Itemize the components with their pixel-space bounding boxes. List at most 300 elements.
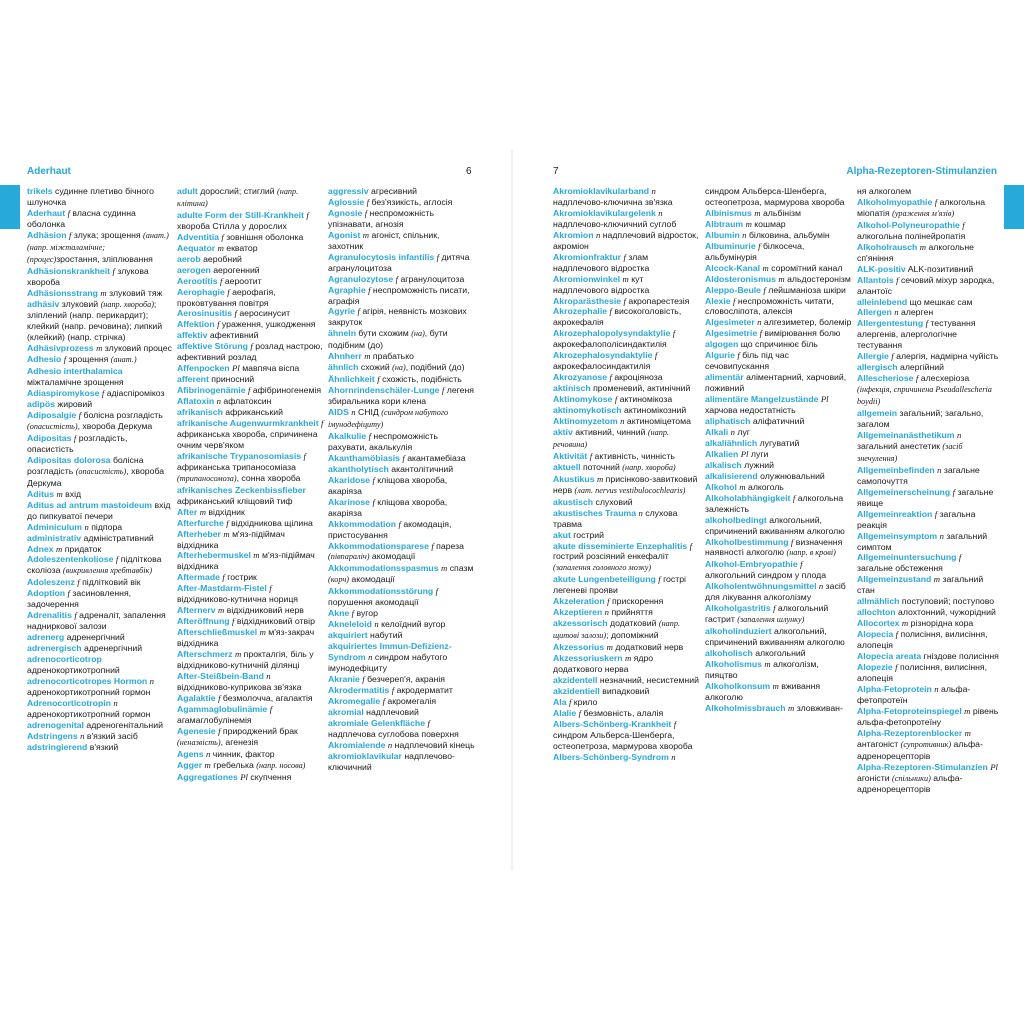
entry-headword: Adoption (27, 588, 66, 599)
entry-headword: Alopecia areata (857, 651, 922, 662)
entry-translation: алгезиметер, болемір (763, 317, 852, 328)
dictionary-entry (553, 208, 701, 230)
entry-translation: алкогольний, спричинений вживанням алкоголю (705, 626, 845, 648)
entry-grammar: f (351, 608, 355, 619)
entry-translation: в'язкий (89, 741, 119, 752)
entry-translation: аероотит (224, 275, 262, 286)
entry-grammar: m (901, 618, 909, 629)
entry-note: (напр. щитові залози) (553, 619, 680, 641)
entry-note: (напр. носова) (256, 760, 306, 770)
entry-grammar: m (964, 727, 971, 738)
dictionary-entry (857, 728, 999, 762)
dictionary-entry (328, 453, 476, 464)
entry-translation: прабатько (372, 351, 414, 362)
dictionary-entry (553, 675, 701, 686)
entry-headword: Albers-Schönberg-Syndrom (553, 751, 669, 762)
entry-translation: білковина, альбумін (748, 229, 830, 240)
entry-headword: Akromioklavikularband (553, 186, 650, 196)
dictionary-entry (328, 208, 476, 230)
entry-translation: розгладість, опасистість (27, 432, 128, 454)
left-thumb-letter: A (8, 210, 21, 230)
entry-translation: додатковий (610, 618, 657, 629)
dictionary-entry (553, 296, 701, 307)
entry-translation-cont: ; допоміжний (606, 630, 659, 641)
entry-translation: загальне обстеження (857, 563, 943, 574)
entry-translation: надплечовий відросток, акроміон (553, 229, 699, 251)
entry-translation: СНІД (357, 407, 379, 418)
entry-grammar: m (96, 343, 103, 354)
dictionary-entry (177, 374, 325, 385)
entry-translation: загальне явище (857, 486, 994, 508)
entry-translation: що мешкає сам (909, 296, 973, 307)
entry-translation: злуковий (61, 298, 99, 309)
dictionary-entry (27, 554, 175, 577)
entry-translation: алергійний (899, 362, 945, 373)
dictionary-entry (857, 264, 999, 275)
entry-headword: Akrozephalie (553, 306, 608, 317)
entry-translation: біль під час сечовипускання (705, 350, 789, 372)
entry-headword: Agenesie (177, 725, 216, 736)
entry-translation-cont: , сонна хвороба (236, 472, 301, 483)
entry-grammar: f (101, 388, 105, 399)
entry-grammar: f (737, 350, 740, 361)
dictionary-entry (705, 339, 853, 350)
dictionary-entry (553, 394, 701, 405)
entry-translation: актиномікоза (619, 394, 673, 405)
dictionary-entry (553, 697, 701, 708)
entry-translation: порушення акомодації (328, 597, 419, 608)
entry-grammar: f (226, 517, 229, 528)
entry-headword: akantholytisch (328, 463, 389, 474)
entry-headword: Akromion (553, 229, 594, 240)
entry-headword: Alkohol (705, 481, 737, 492)
left-column-1 (27, 186, 175, 753)
entry-translation: надплечово-ключичний (328, 750, 455, 772)
entry-translation: африканська трипаносоміаза (177, 461, 296, 472)
entry-grammar: m (745, 218, 752, 229)
dictionary-entry (553, 230, 701, 252)
left-column-3 (328, 186, 476, 773)
entry-translation: болісна розгладість (27, 454, 144, 476)
entry-headword: Adnex (27, 543, 54, 554)
dictionary-entry (857, 465, 999, 487)
entry-translation: злуковий тяж (109, 287, 163, 298)
entry-translation: полисіння, вилисіння, алопеція (857, 661, 988, 683)
dictionary-entry (328, 197, 476, 208)
entry-grammar: n (651, 186, 656, 196)
entry-grammar: f (934, 196, 938, 207)
entry-grammar: n (368, 652, 373, 663)
dictionary-entry (27, 643, 175, 654)
dictionary-entry (553, 186, 701, 208)
entry-translation: сечовий міхур зародка, алантоїс (857, 274, 995, 296)
entry-grammar: n (351, 407, 356, 418)
dictionary-entry (328, 608, 476, 619)
entry-translation: м'яз-підіймач відхідника (177, 550, 315, 572)
entry-translation: без'язикість, аглосія (371, 196, 453, 207)
entry-headword: After (177, 506, 198, 517)
entry-grammar: f (673, 718, 677, 729)
entry-headword: Adstringens (27, 730, 78, 741)
entry-headword: Aktinomykose (553, 394, 613, 405)
entry-headword: Adventitia (177, 231, 219, 242)
dictionary-entry (27, 698, 175, 720)
dictionary-entry (328, 464, 476, 475)
entry-headword: Akanthamöbiasis (328, 452, 400, 463)
entry-headword: Akzeleration (553, 596, 605, 607)
entry-headword: Alkalien (705, 448, 739, 459)
entry-grammar: f (112, 265, 115, 276)
entry-grammar: f (607, 596, 610, 607)
entry-headword: Afterfurche (177, 517, 224, 528)
entry-headword: Allgemeinanästhetikum (857, 429, 955, 440)
entry-headword: Aerootitis (177, 275, 218, 286)
entry-note: (запалення шлунку) (737, 615, 805, 625)
entry-translation: злуковий процес (104, 343, 172, 354)
entry-headword: Aleppo-Beule (705, 284, 761, 295)
dictionary-entry (177, 319, 325, 330)
entry-translation: зрощення (68, 354, 109, 365)
entry-headword: Algesimetrie (705, 328, 758, 339)
entry-headword: aliphatisch (705, 416, 751, 427)
dictionary-entry (328, 519, 476, 541)
dictionary-entry (705, 274, 853, 285)
dictionary-entry (857, 552, 999, 574)
entry-translation: підліткова сколіоза (27, 554, 162, 576)
entry-translation: жировий (57, 399, 93, 410)
entry-translation: загальне самопочуття (857, 464, 980, 486)
entry-translation: приносний (211, 374, 255, 385)
entry-translation: альфа-фетопротеїн (857, 683, 971, 705)
entry-translation: слухова травма (553, 507, 678, 529)
entry-headword: Agranulocytosis infantilis (328, 251, 435, 262)
dictionary-entry (27, 354, 175, 366)
dictionary-entry (705, 263, 853, 274)
dictionary-entry (705, 626, 853, 648)
entry-headword: alkoholbedingt (705, 514, 767, 525)
entry-translation-cont: альфа-адренорецепторів (857, 772, 963, 795)
entry-grammar: m (754, 207, 761, 218)
entry-headword: aerogen (177, 264, 211, 275)
entry-grammar: n (595, 229, 601, 240)
entry-grammar: f (227, 286, 230, 297)
entry-translation: скупчення (250, 771, 292, 782)
entry-translation: незначний, несистемний (599, 674, 699, 685)
dictionary-entry (177, 287, 325, 309)
entry-translation: загальний симптом (857, 530, 988, 552)
entry-translation: прийняття (611, 607, 653, 618)
dictionary-entry (27, 500, 175, 522)
entry-grammar: m (772, 680, 779, 691)
entry-headword: akute Lungenbeteiligung (553, 574, 656, 585)
entry-grammar: f (654, 350, 658, 361)
dictionary-entry (705, 703, 853, 714)
entry-translation: адренокортикотропний (27, 664, 120, 675)
entry-grammar: m (362, 229, 370, 240)
entry-headword: Alpha-Rezeptoren-Stimulanzien (857, 761, 988, 772)
entry-grammar: m (762, 262, 769, 273)
entry-headword: alkoholinduziert (705, 626, 772, 637)
entry-translation: акомодація, пристосування (328, 518, 452, 540)
entry-translation: синдром набутого імунодефіциту (328, 652, 448, 673)
entry-translation: алкогольна полінейропатія (857, 230, 966, 241)
dictionary-entry (857, 318, 999, 351)
dictionary-entry (553, 383, 701, 394)
entry-translation: гострий (573, 529, 604, 540)
entry-translation: лужний (744, 459, 774, 470)
entry-translation: аеробний (203, 253, 242, 264)
entry-note: (анат.) (напр. міжталамічне; (процес) (27, 230, 169, 264)
entry-headword: Afternerv (177, 605, 216, 616)
entry-translation: легеня збиральника кори клена (328, 385, 474, 407)
entry-translation: алкогольний синдром у плода (705, 570, 827, 581)
entry-translation: аерофагія, проковтування повітря (177, 286, 276, 308)
entry-translation: ядро додаткового нерва (553, 653, 654, 674)
dictionary-entry (328, 740, 476, 751)
dictionary-entry (553, 642, 701, 653)
entry-translation: додатковий нерв (615, 642, 684, 653)
dictionary-entry (27, 489, 175, 500)
entry-headword: afrikanisch (177, 407, 223, 418)
entry-headword: Alpha-Rezeptorenblocker (857, 727, 963, 738)
entry-translation: хвороба Стілла у дорослих (177, 220, 287, 231)
entry-grammar: f (763, 284, 766, 295)
entry-translation: відхідниковий отвір (236, 616, 315, 627)
entry-grammar: f (218, 725, 221, 736)
entry-grammar: f (398, 518, 401, 529)
entry-grammar: f (372, 496, 375, 507)
entry-translation: дорослий; стиглий (200, 186, 275, 196)
dictionary-entry (705, 416, 853, 427)
entry-grammar: f (362, 673, 365, 684)
entry-headword: Adipositas (27, 432, 72, 443)
dictionary-entry (328, 306, 476, 328)
entry-headword: Alkoholmissbrauch (705, 702, 786, 713)
dictionary-entry (328, 230, 476, 252)
dictionary-entry (328, 619, 476, 630)
entry-translation: злам надплечового відростка (553, 251, 650, 273)
dictionary-entry (705, 438, 853, 449)
entry-translation: агамаглобулінемія (177, 714, 252, 725)
entry-grammar: n (205, 748, 211, 759)
dictionary-entry (857, 307, 999, 318)
entry-headword: adulte Form der Still-Krankheit (177, 209, 304, 220)
entry-headword: Akromionwinkel (553, 273, 621, 284)
entry-grammar: f (377, 374, 380, 385)
entry-headword: Afteröffnung (177, 616, 230, 627)
entry-headword: Albuminurie (705, 240, 756, 251)
dictionary-entry (553, 274, 701, 296)
entry-grammar: n (266, 670, 271, 681)
entry-headword: Alkohol-Polyneuropathie (857, 219, 960, 230)
entry-translation: слуховий (595, 496, 633, 507)
dictionary-entry (553, 530, 701, 541)
entry-grammar: f (759, 328, 762, 339)
dictionary-entry (857, 373, 999, 408)
entry-headword: Aggregationes (177, 771, 238, 782)
dictionary-entry (705, 296, 853, 318)
entry-grammar: m (739, 481, 746, 492)
entry-headword: Akrodermatitis (328, 684, 390, 695)
dictionary-entry (857, 618, 999, 629)
entry-translation: кліщова хвороба, акаріяза (328, 496, 448, 518)
entry-translation: гребелька (213, 759, 254, 770)
entry-headword: ähnlich (328, 362, 359, 373)
dictionary-entry (27, 742, 175, 753)
entry-headword: alkoholisch (705, 648, 753, 659)
entry-headword: Aditus (27, 488, 55, 499)
entry-grammar: f (895, 629, 899, 640)
entry-headword: aggressiv (328, 186, 369, 196)
entry-translation: луги (750, 448, 769, 459)
dictionary-entry (328, 497, 476, 519)
dictionary-entry (857, 509, 999, 531)
entry-headword: Akrozephalosyndaktylie (553, 350, 653, 361)
dictionary-entry (705, 471, 853, 482)
dictionary-entry (553, 451, 701, 462)
entry-translation: алерген (900, 307, 934, 318)
entry-headword: Adrenalitis (27, 610, 72, 621)
entry-grammar: f (672, 328, 676, 339)
entry-headword: aktinisch (553, 383, 591, 394)
entry-grammar: m (217, 242, 224, 253)
dictionary-entry (553, 416, 701, 427)
entry-headword: Allgemeinsymptom (857, 530, 938, 541)
entry-grammar: f (623, 295, 626, 306)
entry-translation: неспроможність писати, аграфія (328, 284, 470, 306)
entry-headword: Alkoholentwöhnungsmittel (705, 581, 817, 592)
right-column-2 (705, 186, 853, 714)
entry-translation: відхідник (208, 506, 245, 517)
entry-grammar: f (402, 452, 405, 463)
entry-translation: агірія, неявність мозкових закруток (328, 306, 467, 328)
dictionary-entry (177, 232, 325, 243)
entry-translation: алкоголізм, пияцтво (705, 658, 819, 680)
entry-headword: affektive Störung (177, 341, 248, 352)
entry-grammar: f (78, 410, 82, 421)
entry-translation: аеросинусит (239, 308, 291, 319)
entry-translation: відхідниково-кутнична нориця (177, 594, 299, 605)
entry-note: (напр. клітина) (177, 187, 299, 208)
entry-grammar: f (67, 207, 70, 218)
entry-headword: Alkali (705, 426, 729, 437)
dictionary-entry (27, 366, 175, 388)
dictionary-entry (177, 572, 325, 583)
entry-grammar: m (199, 506, 206, 517)
entry-grammar: f (306, 209, 309, 220)
entry-translation: харчова недостатність (705, 405, 796, 416)
entry-translation: кліщова хвороба, акаріяза (328, 474, 448, 496)
entry-translation: відхідниково-куприкова зв'язка (177, 681, 302, 692)
dictionary-entry (27, 433, 175, 455)
entry-translation: алкогольний гастрит (705, 603, 829, 625)
dictionary-entry (857, 242, 999, 264)
entry-grammar: f (364, 207, 368, 218)
entry-headword: algogen (705, 339, 739, 350)
entry-headword: Afterheber (177, 528, 221, 539)
dictionary-entry (177, 276, 325, 287)
entry-grammar: n (937, 464, 942, 475)
dictionary-entry (27, 266, 175, 288)
dictionary-entry (553, 719, 701, 752)
entry-headword: akzidentell (553, 674, 598, 685)
entry-translation: гострик (227, 572, 257, 583)
entry-translation: зловживан- (796, 702, 843, 713)
entry-headword: Allergie (857, 351, 889, 362)
entry-grammar: f (952, 486, 956, 497)
dictionary-entry (857, 662, 999, 684)
dictionary-entry (705, 328, 853, 339)
entry-translation: неспроможність упізнавати, агнозія (328, 207, 434, 229)
entry-headword: Alkoholrausch (857, 241, 918, 252)
entry-headword: Aflatoxin (177, 396, 215, 407)
entry-translation: різнорідна кора (910, 618, 974, 629)
dictionary-entry (177, 308, 325, 319)
entry-headword: Alopezie (857, 661, 893, 672)
entry-headword: Allgemeinuntersuchung (857, 552, 957, 563)
right-page-number: 7 (553, 166, 559, 177)
dictionary-entry (177, 704, 325, 726)
entry-headword: Aderhaut (27, 207, 66, 218)
entry-translation: адіаспіромікоз (106, 388, 165, 399)
entry-translation: актиноміцетома (626, 416, 691, 427)
entry-headword: Albtraum (705, 218, 744, 229)
entry-headword: Agens (177, 748, 204, 759)
entry-headword: Adhäsionskrankheit (27, 265, 111, 276)
left-running-head: Aderhaut (27, 166, 71, 177)
dictionary-entry (328, 407, 476, 431)
entry-translation: соромітний канал (771, 262, 843, 273)
entry-headword: adrenerg (27, 632, 65, 643)
dictionary-entry (177, 649, 325, 671)
entry-grammar: n (757, 317, 762, 328)
dictionary-entry (553, 574, 701, 596)
entry-translation: надплечовий (366, 706, 419, 717)
dictionary-entry (328, 274, 476, 285)
entry-headword: allmählich (857, 596, 900, 607)
entry-headword: adipös (27, 399, 55, 410)
dictionary-entry (553, 607, 701, 618)
dictionary-entry (857, 275, 999, 297)
entry-headword: alkalisch (705, 459, 742, 470)
entry-headword: Allocortex (857, 618, 900, 629)
dictionary-entry (328, 718, 476, 740)
entry-translation: афібриногенемія (252, 385, 322, 396)
entry-translation: вхід до пипкуватої печери (27, 499, 171, 521)
entry-grammar: f (391, 684, 395, 695)
entry-headword: Adhesio interthalamica (27, 366, 123, 377)
entry-headword: afrikanische Augenwurmkrankheit (177, 418, 319, 429)
entry-headword: akzidentiell (553, 685, 600, 696)
entry-grammar: n (84, 521, 89, 532)
entry-headword: Alkoholmyopathie (857, 196, 933, 207)
dictionary-entry (553, 427, 701, 451)
entry-translation: променевий, актинічний (593, 383, 691, 394)
entry-grammar: f (247, 385, 251, 396)
entry-translation: чинник, фактор (212, 748, 275, 759)
entry-translation: прокталгія, біль у відхідниково-кутничній ділянці (177, 649, 314, 670)
entry-headword: afrikanisches Zeckenbissfieber (177, 484, 306, 495)
dictionary-entry (553, 497, 701, 508)
entry-grammar: m (778, 273, 785, 284)
entry-translation: агранулоцитоза (400, 273, 465, 284)
entry-translation: м'яз-підіймач відхідника (177, 528, 285, 550)
entry-translation: алкогольна залежність (705, 492, 844, 514)
entry-headword: Alkoholkonsum (705, 680, 771, 691)
entry-translation: загальний стан (857, 574, 984, 596)
entry-headword: Akaridose (328, 474, 371, 485)
dictionary-entry (177, 396, 325, 407)
